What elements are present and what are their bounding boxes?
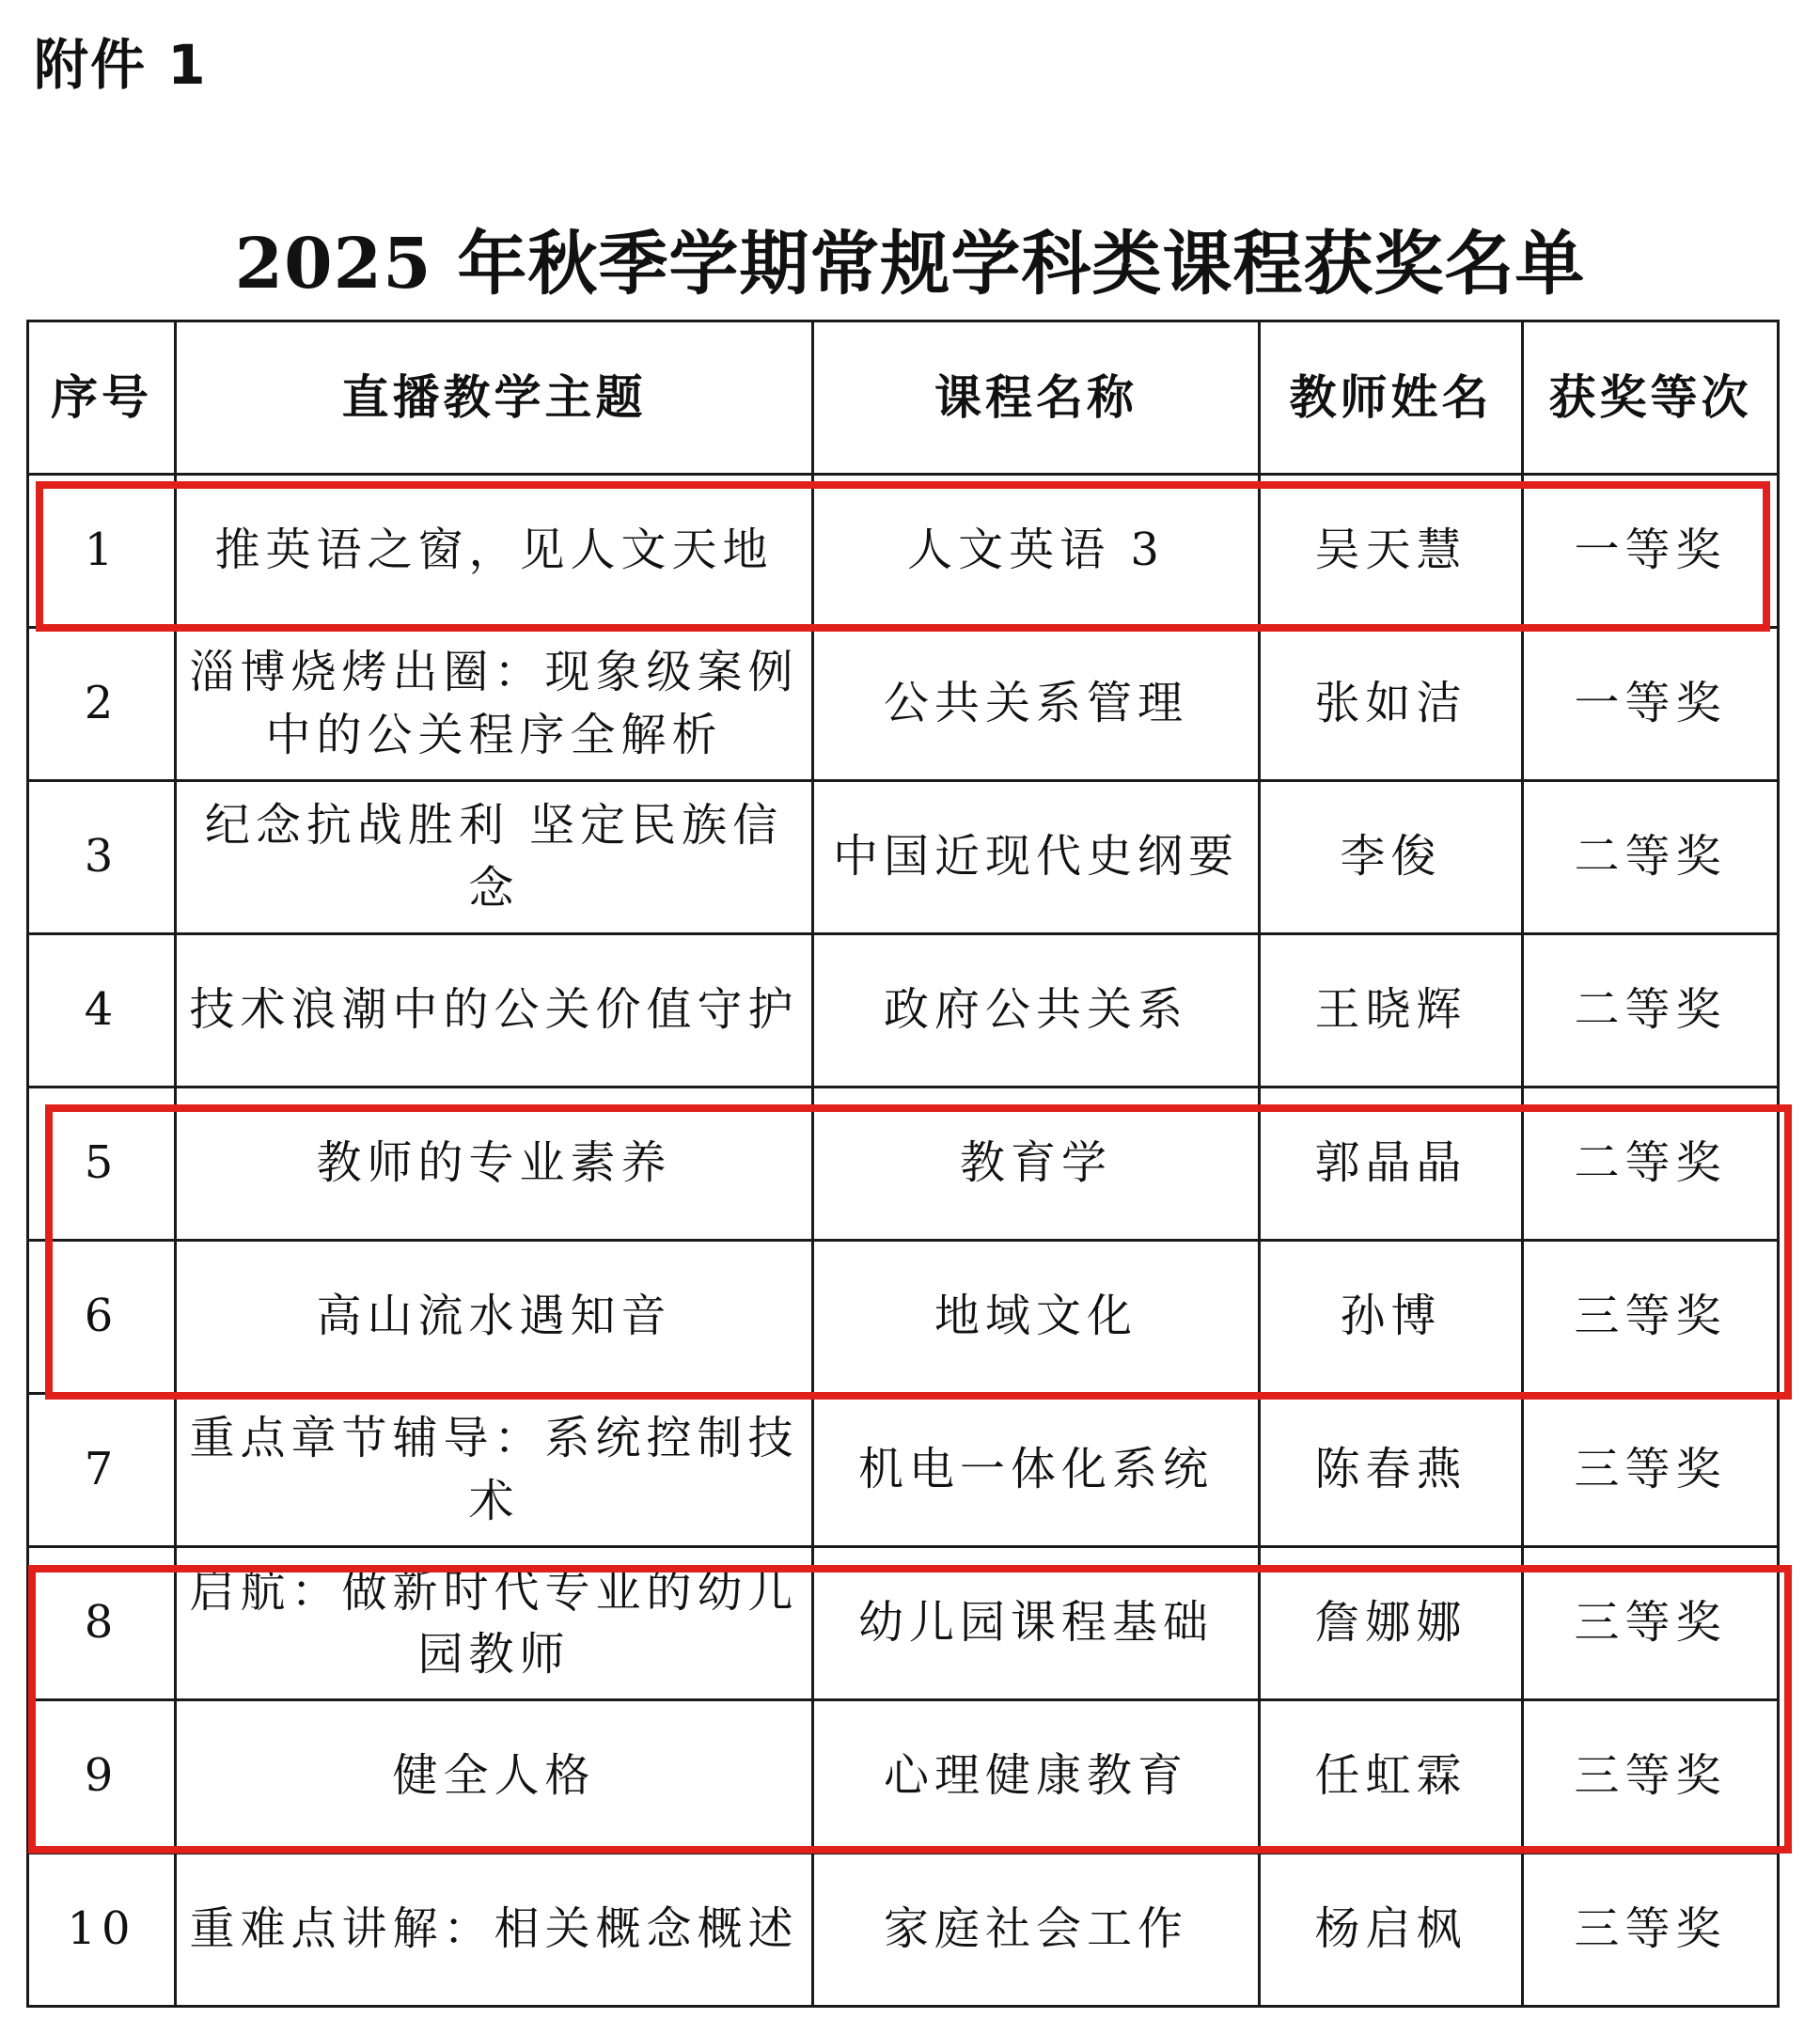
cell-teacher: 郭晶晶 (1260, 1087, 1523, 1241)
cell-topic: 纪念抗战胜利 坚定民族信念 (176, 781, 813, 934)
cell-topic: 技术浪潮中的公关价值守护 (176, 934, 813, 1087)
header-teacher-name: 教师姓名 (1260, 321, 1523, 475)
header-serial-number: 序号 (28, 321, 176, 475)
table-row (28, 1394, 1779, 1547)
cell-teacher: 陈春燕 (1260, 1394, 1523, 1547)
header-award-level: 获奖等次 (1523, 321, 1779, 475)
cell-serial-number: 1 (28, 475, 176, 628)
cell-award: 一等奖 (1523, 628, 1779, 781)
cell-award: 三等奖 (1523, 1700, 1779, 1854)
cell-award: 一等奖 (1523, 475, 1779, 628)
table-row (28, 628, 1779, 781)
cell-course: 幼儿园课程基础 (813, 1547, 1260, 1700)
table-row (28, 1547, 1779, 1700)
cell-serial-number: 8 (28, 1547, 176, 1700)
cell-course: 政府公共关系 (813, 934, 1260, 1087)
table-row (28, 934, 1779, 1087)
cell-teacher: 杨启枫 (1260, 1854, 1523, 2007)
cell-teacher: 张如洁 (1260, 628, 1523, 781)
table-row (28, 1087, 1779, 1241)
cell-topic: 高山流水遇知音 (176, 1241, 813, 1394)
table-row (28, 475, 1779, 628)
table-header-row (28, 321, 1779, 475)
cell-serial-number: 9 (28, 1700, 176, 1854)
attachment-label: 附件 1 (34, 33, 208, 97)
cell-teacher: 孙博 (1260, 1241, 1523, 1394)
cell-award: 三等奖 (1523, 1394, 1779, 1547)
cell-serial-number: 6 (28, 1241, 176, 1394)
cell-course: 公共关系管理 (813, 628, 1260, 781)
cell-serial-number: 10 (28, 1854, 176, 2007)
cell-award: 三等奖 (1523, 1547, 1779, 1700)
cell-serial-number: 7 (28, 1394, 176, 1547)
cell-topic: 重难点讲解：相关概念概述 (176, 1854, 813, 2007)
cell-award: 三等奖 (1523, 1854, 1779, 2007)
cell-teacher: 吴天慧 (1260, 475, 1523, 628)
cell-serial-number: 5 (28, 1087, 176, 1241)
cell-topic: 健全人格 (176, 1700, 813, 1854)
cell-course: 教育学 (813, 1087, 1260, 1241)
table-row (28, 1241, 1779, 1394)
cell-topic: 重点章节辅导：系统控制技术 (176, 1394, 813, 1547)
cell-topic: 教师的专业素养 (176, 1087, 813, 1241)
cell-course: 心理健康教育 (813, 1700, 1260, 1854)
table-row (28, 781, 1779, 934)
cell-teacher: 任虹霖 (1260, 1700, 1523, 1854)
cell-teacher: 王晓辉 (1260, 934, 1523, 1087)
cell-topic: 推英语之窗，见人文天地 (176, 475, 813, 628)
cell-teacher: 詹娜娜 (1260, 1547, 1523, 1700)
document-title: 2025 年秋季学期常规学科类课程获奖名单 (234, 224, 1586, 305)
cell-course: 中国近现代史纲要 (813, 781, 1260, 934)
cell-award: 二等奖 (1523, 1087, 1779, 1241)
cell-award: 三等奖 (1523, 1241, 1779, 1394)
table-row (28, 1700, 1779, 1854)
table-row (28, 1854, 1779, 2007)
cell-award: 二等奖 (1523, 934, 1779, 1087)
header-live-teaching-topic: 直播教学主题 (176, 321, 813, 475)
cell-course: 家庭社会工作 (813, 1854, 1260, 2007)
cell-serial-number: 3 (28, 781, 176, 934)
cell-serial-number: 4 (28, 934, 176, 1087)
award-list-table (26, 320, 1780, 2008)
cell-course: 机电一体化系统 (813, 1394, 1260, 1547)
cell-teacher: 李俊 (1260, 781, 1523, 934)
cell-course: 人文英语 3 (813, 475, 1260, 628)
cell-award: 二等奖 (1523, 781, 1779, 934)
header-course-name: 课程名称 (813, 321, 1260, 475)
cell-course: 地域文化 (813, 1241, 1260, 1394)
cell-serial-number: 2 (28, 628, 176, 781)
cell-topic: 淄博烧烤出圈：现象级案例中的公关程序全解析 (176, 628, 813, 781)
cell-topic: 启航：做新时代专业的幼儿园教师 (176, 1547, 813, 1700)
